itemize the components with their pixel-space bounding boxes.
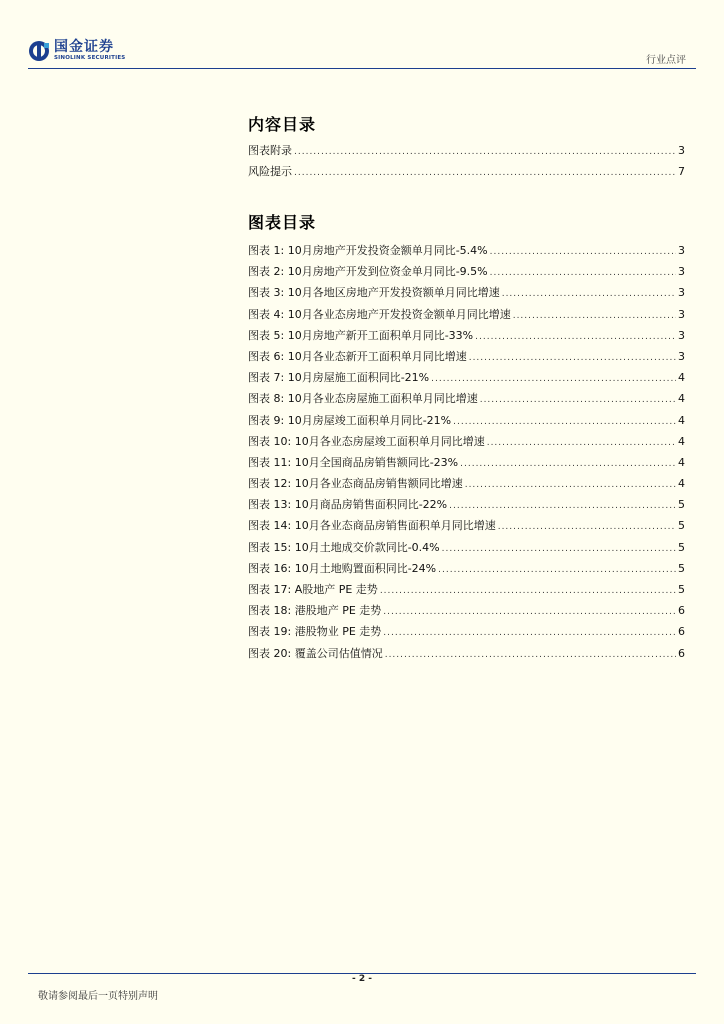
toc-leader-dots — [465, 475, 676, 496]
header-divider — [28, 68, 696, 69]
figure-page: 3 — [678, 328, 685, 342]
contents-list — [248, 140, 685, 182]
toc-leader-dots — [431, 369, 676, 390]
disclaimer-note: 敬请参阅最后一页特别声明 — [38, 991, 158, 1002]
figure-page: 3 — [678, 265, 685, 279]
figure-toc-item[interactable] — [248, 261, 685, 282]
page-number: - 2 - — [352, 974, 372, 984]
figure-page: 6 — [678, 604, 685, 618]
figures-section — [248, 210, 685, 664]
figure-label: 图表 11: 10月全国商品房销售额同比-23% — [248, 455, 459, 469]
toc-leader-dots — [442, 539, 676, 560]
page-header — [0, 0, 724, 72]
figure-toc-item[interactable] — [248, 537, 685, 558]
toc-item-page: 7 — [678, 165, 685, 179]
toc-leader-dots — [490, 242, 676, 263]
figure-label: 图表 16: 10月土地购置面积同比-24% — [248, 561, 437, 575]
figure-label: 图表 8: 10月各业态房屋施工面积单月同比增速 — [248, 392, 478, 406]
toc-item[interactable] — [248, 140, 685, 161]
toc-leader-dots — [460, 454, 676, 475]
figure-label: 图表 14: 10月各业态商品房销售面积单月同比增速 — [248, 519, 496, 533]
figure-label: 图表 10: 10月各业态房屋竣工面积单月同比增速 — [248, 434, 485, 448]
figure-label: 图表 2: 10月房地产开发到位资金单月同比-9.5% — [248, 265, 488, 279]
figure-page: 5 — [678, 583, 685, 596]
figure-label: 图表 12: 10月各业态商品房销售额同比增速 — [248, 477, 463, 491]
logo-chinese-name: 国金证券 — [54, 39, 114, 56]
figure-label: 图表 20: 覆盖公司估值情况 — [248, 646, 383, 660]
toc-item-page: 3 — [678, 144, 685, 157]
report-type-label: 行业点评 — [646, 55, 686, 66]
figure-page: 3 — [678, 349, 685, 363]
toc-leader-dots — [453, 412, 676, 433]
figure-label: 图表 18: 港股地产 PE 走势 — [248, 604, 382, 618]
figure-toc-item[interactable] — [248, 346, 685, 367]
figure-page: 5 — [678, 561, 685, 575]
figure-toc-item[interactable] — [248, 515, 685, 536]
toc-item[interactable] — [248, 161, 685, 182]
toc-leader-dots — [469, 348, 676, 369]
figure-page: 4 — [678, 477, 685, 491]
figure-toc-item[interactable] — [248, 240, 685, 261]
sinolink-logo — [28, 40, 125, 62]
figure-toc-item[interactable] — [248, 473, 685, 494]
toc-leader-dots — [498, 517, 676, 538]
figure-toc-item[interactable] — [248, 643, 685, 664]
figure-label: 图表 17: A股地产 PE 走势 — [248, 583, 378, 596]
figure-page: 5 — [678, 540, 685, 554]
figure-page: 3 — [678, 244, 685, 257]
figure-page: 3 — [678, 286, 685, 300]
toc-leader-dots — [475, 327, 676, 348]
figure-page: 4 — [678, 371, 685, 385]
toc-leader-dots — [383, 602, 676, 623]
figure-toc-item[interactable] — [248, 410, 685, 431]
figure-toc-item[interactable] — [248, 367, 685, 388]
figure-toc-item[interactable] — [248, 621, 685, 642]
toc-leader-dots — [294, 142, 676, 163]
logo-english-name: SINOLINK SECURITIES — [54, 55, 126, 62]
figure-label: 图表 19: 港股物业 PE 走势 — [248, 625, 382, 639]
toc-item-label: 图表附录 — [248, 144, 292, 157]
figure-toc-item[interactable] — [248, 494, 685, 515]
figure-toc-item[interactable] — [248, 388, 685, 409]
figure-toc-item[interactable] — [248, 579, 685, 600]
figure-page: 4 — [678, 455, 685, 469]
toc-leader-dots — [385, 645, 676, 666]
figure-page: 6 — [678, 646, 685, 660]
figure-toc-item[interactable] — [248, 452, 685, 473]
toc-leader-dots — [449, 496, 676, 517]
toc-leader-dots — [438, 560, 676, 581]
figure-label: 图表 4: 10月各业态房地产开发投资金额单月同比增速 — [248, 307, 511, 321]
figure-page: 4 — [678, 392, 685, 406]
figure-page: 4 — [678, 413, 685, 427]
toc-leader-dots — [294, 163, 676, 184]
figure-label: 图表 5: 10月房地产新开工面积单月同比-33% — [248, 328, 474, 342]
figure-label: 图表 3: 10月各地区房地产开发投资额单月同比增速 — [248, 286, 500, 300]
figure-page: 4 — [678, 434, 685, 448]
figure-toc-item[interactable] — [248, 282, 685, 303]
figure-label: 图表 1: 10月房地产开发投资金额单月同比-5.4% — [248, 244, 488, 257]
figure-label: 图表 6: 10月各业态新开工面积单月同比增速 — [248, 349, 467, 363]
contents-section — [248, 112, 685, 182]
figure-page: 5 — [678, 498, 685, 512]
toc-leader-dots — [490, 263, 676, 284]
toc-leader-dots — [380, 581, 676, 602]
figures-list — [248, 240, 685, 664]
figure-toc-item[interactable] — [248, 558, 685, 579]
figures-title: 图表目录 — [248, 213, 317, 232]
sinolink-logo-icon — [28, 40, 50, 62]
figure-page: 3 — [678, 307, 685, 321]
figure-label: 图表 13: 10月商品房销售面积同比-22% — [248, 498, 448, 512]
figure-label: 图表 7: 10月房屋施工面积同比-21% — [248, 371, 430, 385]
figure-toc-item[interactable] — [248, 600, 685, 621]
toc-leader-dots — [383, 623, 676, 644]
figure-page: 5 — [678, 519, 685, 533]
figure-page: 6 — [678, 625, 685, 639]
figure-toc-item[interactable] — [248, 304, 685, 325]
toc-leader-dots — [480, 390, 676, 411]
toc-leader-dots — [502, 284, 676, 305]
figure-label: 图表 9: 10月房屋竣工面积单月同比-21% — [248, 413, 452, 427]
toc-item-label: 风险提示 — [248, 165, 292, 179]
figure-toc-item[interactable] — [248, 431, 685, 452]
contents-title: 内容目录 — [248, 115, 317, 134]
toc-leader-dots — [513, 306, 676, 327]
toc-leader-dots — [487, 433, 676, 454]
figure-label: 图表 15: 10月土地成交价款同比-0.4% — [248, 540, 440, 554]
figure-toc-item[interactable] — [248, 325, 685, 346]
